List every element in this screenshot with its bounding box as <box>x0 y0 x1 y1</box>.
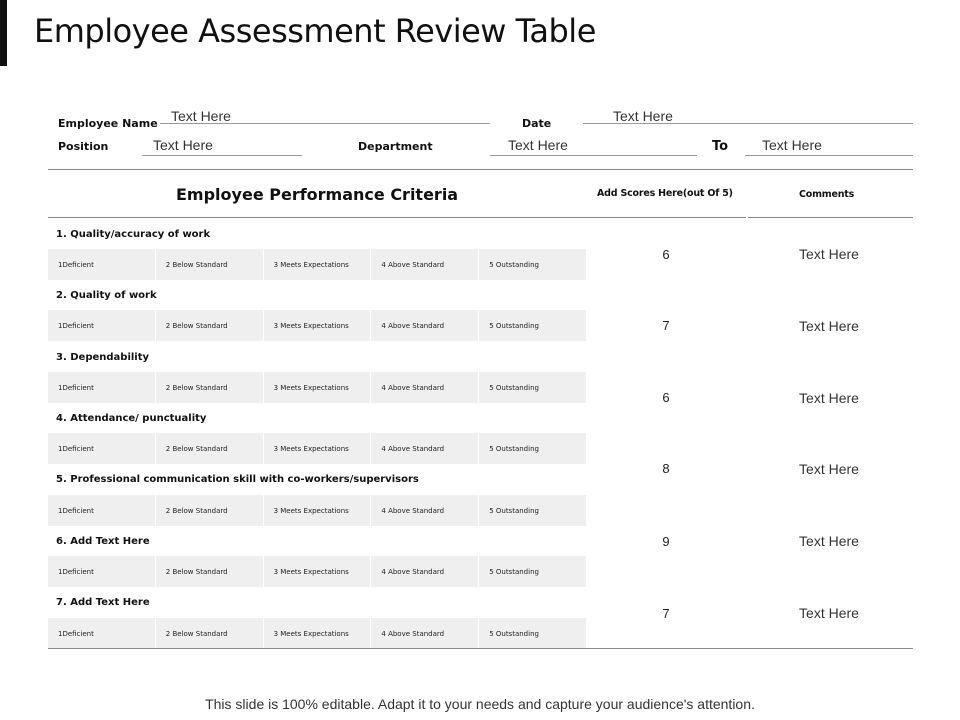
rating-option[interactable]: 3 Meets Expectations <box>264 556 372 587</box>
date-field[interactable]: Text Here <box>613 108 673 124</box>
employee-name-label: Employee Name <box>58 117 158 130</box>
comment-text[interactable]: Text Here <box>799 390 859 406</box>
rating-option[interactable]: 3 Meets Expectations <box>264 618 372 649</box>
criterion-title: 7. Add Text Here <box>56 597 150 608</box>
rating-option[interactable]: 4 Above Standard <box>371 372 479 403</box>
position-underline <box>142 155 302 156</box>
rating-scale-row <box>48 433 586 464</box>
rating-option[interactable]: 5 Outstanding <box>489 260 539 269</box>
title-accent-bar <box>0 0 7 66</box>
department-label: Department <box>358 140 433 153</box>
comment-text[interactable]: Text Here <box>799 318 859 334</box>
criteria-header: Employee Performance Criteria <box>176 185 459 204</box>
rating-scale-row <box>48 372 586 403</box>
score-value[interactable]: 8 <box>662 461 670 476</box>
rating-option[interactable]: 1Deficient <box>48 310 156 341</box>
department-underline <box>490 155 697 156</box>
rating-option[interactable]: 5 Outstanding <box>489 567 539 576</box>
score-value[interactable]: 7 <box>662 606 670 621</box>
to-label: To <box>712 139 729 154</box>
rating-option[interactable]: 4 Above Standard <box>371 249 479 280</box>
criterion-title: 5. Professional communication skill with co-workers/supervisors <box>56 474 419 485</box>
rating-option[interactable]: 2 Below Standard <box>156 556 264 587</box>
comment-text[interactable]: Text Here <box>799 461 859 477</box>
score-value[interactable]: 6 <box>662 247 670 262</box>
rating-option[interactable]: 5 Outstanding <box>489 321 539 330</box>
criterion-title: 1. Quality/accuracy of work <box>56 229 211 240</box>
rating-option[interactable]: 2 Below Standard <box>156 618 264 649</box>
rating-option[interactable]: 5 Outstanding <box>489 444 539 453</box>
rating-option[interactable]: 1Deficient <box>48 495 156 526</box>
rating-scale-row <box>48 556 586 587</box>
rating-option[interactable]: 5 Outstanding <box>489 506 539 515</box>
scores-header-underline <box>586 217 746 218</box>
rating-option[interactable]: 2 Below Standard <box>156 495 264 526</box>
criteria-header-underline <box>48 217 586 218</box>
rating-option[interactable]: 5 Outstanding <box>489 629 539 638</box>
rating-option[interactable]: 3 Meets Expectations <box>264 495 372 526</box>
rating-option[interactable]: 4 Above Standard <box>371 495 479 526</box>
table-top-border <box>48 169 913 170</box>
rating-scale-row <box>48 310 586 341</box>
rating-option[interactable]: 4 Above Standard <box>371 433 479 464</box>
comment-text[interactable]: Text Here <box>799 246 859 262</box>
employee-name-field[interactable]: Text Here <box>171 108 231 124</box>
rating-option[interactable]: 2 Below Standard <box>156 372 264 403</box>
rating-option[interactable]: 2 Below Standard <box>156 249 264 280</box>
rating-option[interactable]: 3 Meets Expectations <box>264 372 372 403</box>
criterion-title: 2. Quality of work <box>56 290 157 301</box>
rating-scale-row <box>48 495 586 526</box>
footer-note: This slide is 100% editable. Adapt it to your needs and capture your audience's attention. <box>205 696 755 712</box>
rating-option[interactable]: 1Deficient <box>48 556 156 587</box>
rating-option[interactable]: 1Deficient <box>48 433 156 464</box>
rating-option[interactable]: 2 Below Standard <box>156 310 264 341</box>
rating-option[interactable]: 1Deficient <box>48 618 156 649</box>
rating-option[interactable]: 4 Above Standard <box>371 556 479 587</box>
page-title: Employee Assessment Review Table <box>34 12 596 50</box>
rating-option[interactable]: 5 Outstanding <box>489 383 539 392</box>
table-bottom-border <box>48 648 913 649</box>
rating-option[interactable]: 3 Meets Expectations <box>264 433 372 464</box>
rating-option[interactable]: 1Deficient <box>48 249 156 280</box>
score-value[interactable]: 9 <box>662 534 670 549</box>
rating-option[interactable]: 2 Below Standard <box>156 433 264 464</box>
comments-header-underline <box>748 217 913 218</box>
criterion-title: 4. Attendance/ punctuality <box>56 413 207 424</box>
scores-header: Add Scores Here(out Of 5) <box>597 188 733 199</box>
criterion-title: 6. Add Text Here <box>56 536 150 547</box>
date-label: Date <box>522 117 552 130</box>
to-underline <box>745 155 913 156</box>
rating-option[interactable]: 3 Meets Expectations <box>264 249 372 280</box>
position-label: Position <box>58 140 109 153</box>
position-field[interactable]: Text Here <box>153 137 213 153</box>
criterion-title: 3. Dependability <box>56 352 150 363</box>
score-value[interactable]: 7 <box>662 318 670 333</box>
comment-text[interactable]: Text Here <box>799 605 859 621</box>
rating-scale-row <box>48 249 586 280</box>
rating-option[interactable]: 3 Meets Expectations <box>264 310 372 341</box>
score-value[interactable]: 6 <box>662 390 670 405</box>
rating-scale-row <box>48 618 586 649</box>
to-field[interactable]: Text Here <box>762 137 822 153</box>
comments-header: Comments <box>799 189 855 200</box>
employee-name-underline <box>160 123 490 124</box>
rating-option[interactable]: 4 Above Standard <box>371 310 479 341</box>
date-underline <box>583 123 913 124</box>
comment-text[interactable]: Text Here <box>799 533 859 549</box>
rating-option[interactable]: 4 Above Standard <box>371 618 479 649</box>
department-field[interactable]: Text Here <box>508 137 568 153</box>
rating-option[interactable]: 1Deficient <box>48 372 156 403</box>
